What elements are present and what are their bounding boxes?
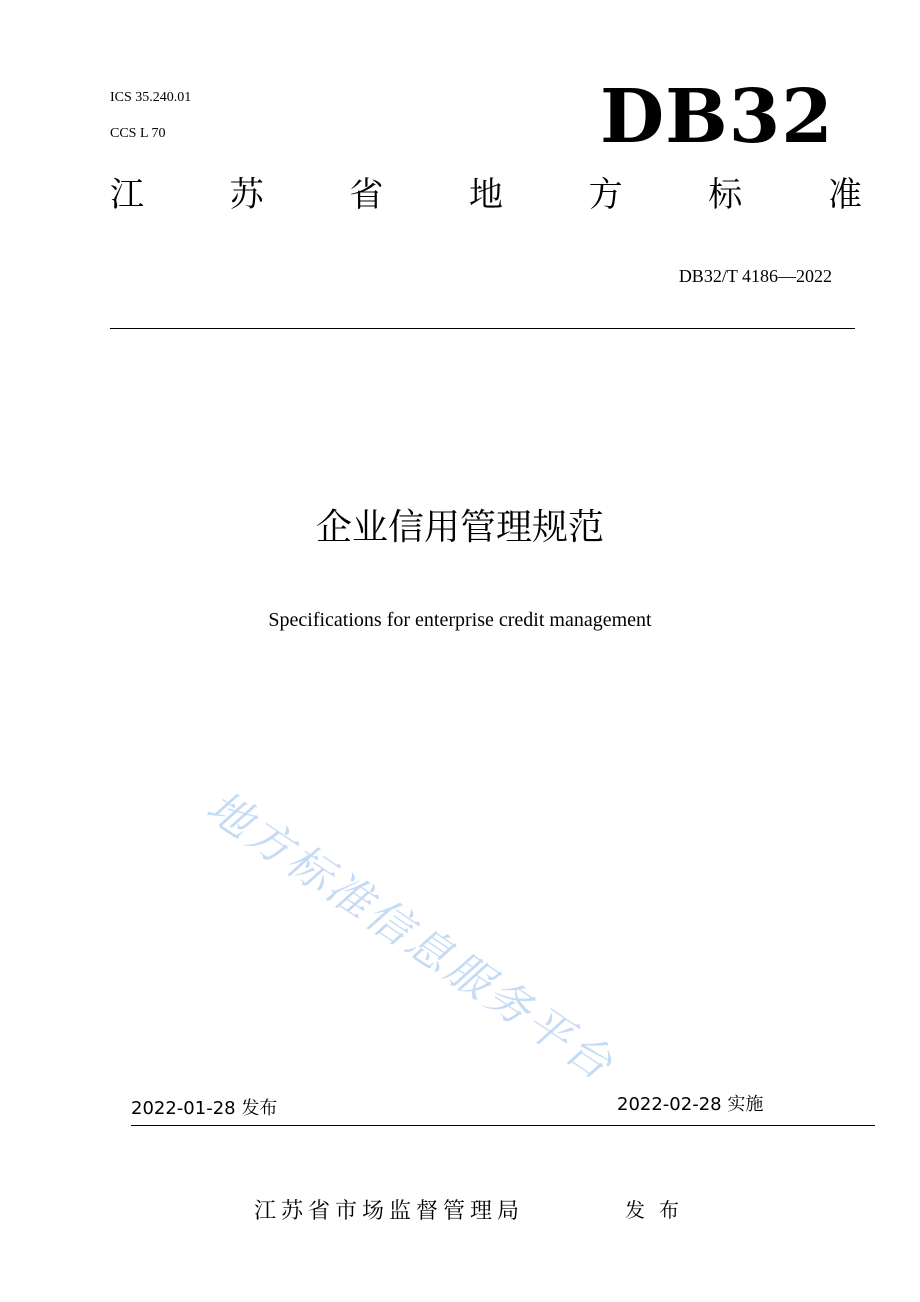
province-char: 方 <box>588 175 623 215</box>
standard-logo: DB32 <box>600 74 834 160</box>
implementation-date: 2022-02-28 实施 <box>617 1094 764 1115</box>
issue-date: 2022-01-28 发布 <box>131 1098 278 1119</box>
header-divider <box>110 328 855 329</box>
province-char: 省 <box>349 175 384 215</box>
publish-label: 发布 <box>625 1198 693 1222</box>
province-char: 准 <box>827 175 862 215</box>
province-char: 标 <box>708 175 743 215</box>
publisher-name: 江苏省市场监督管理局 <box>254 1199 525 1224</box>
province-char: 江 <box>110 175 144 215</box>
document-title-chinese: 企业信用管理规范 <box>315 507 604 548</box>
ics-code: ICS 35.240.01 <box>110 90 192 105</box>
watermark: 地方标准信息服务平台 <box>197 781 624 1092</box>
ccs-code: CCS L 70 <box>110 126 166 141</box>
footer-divider <box>131 1125 875 1126</box>
province-char: 苏 <box>229 175 264 215</box>
standard-number: DB32/T 4186—2022 <box>678 266 832 286</box>
province-char: 地 <box>468 175 503 215</box>
document-title-english: Specifications for enterprise credit management <box>268 609 652 631</box>
province-standard-heading <box>110 175 862 215</box>
